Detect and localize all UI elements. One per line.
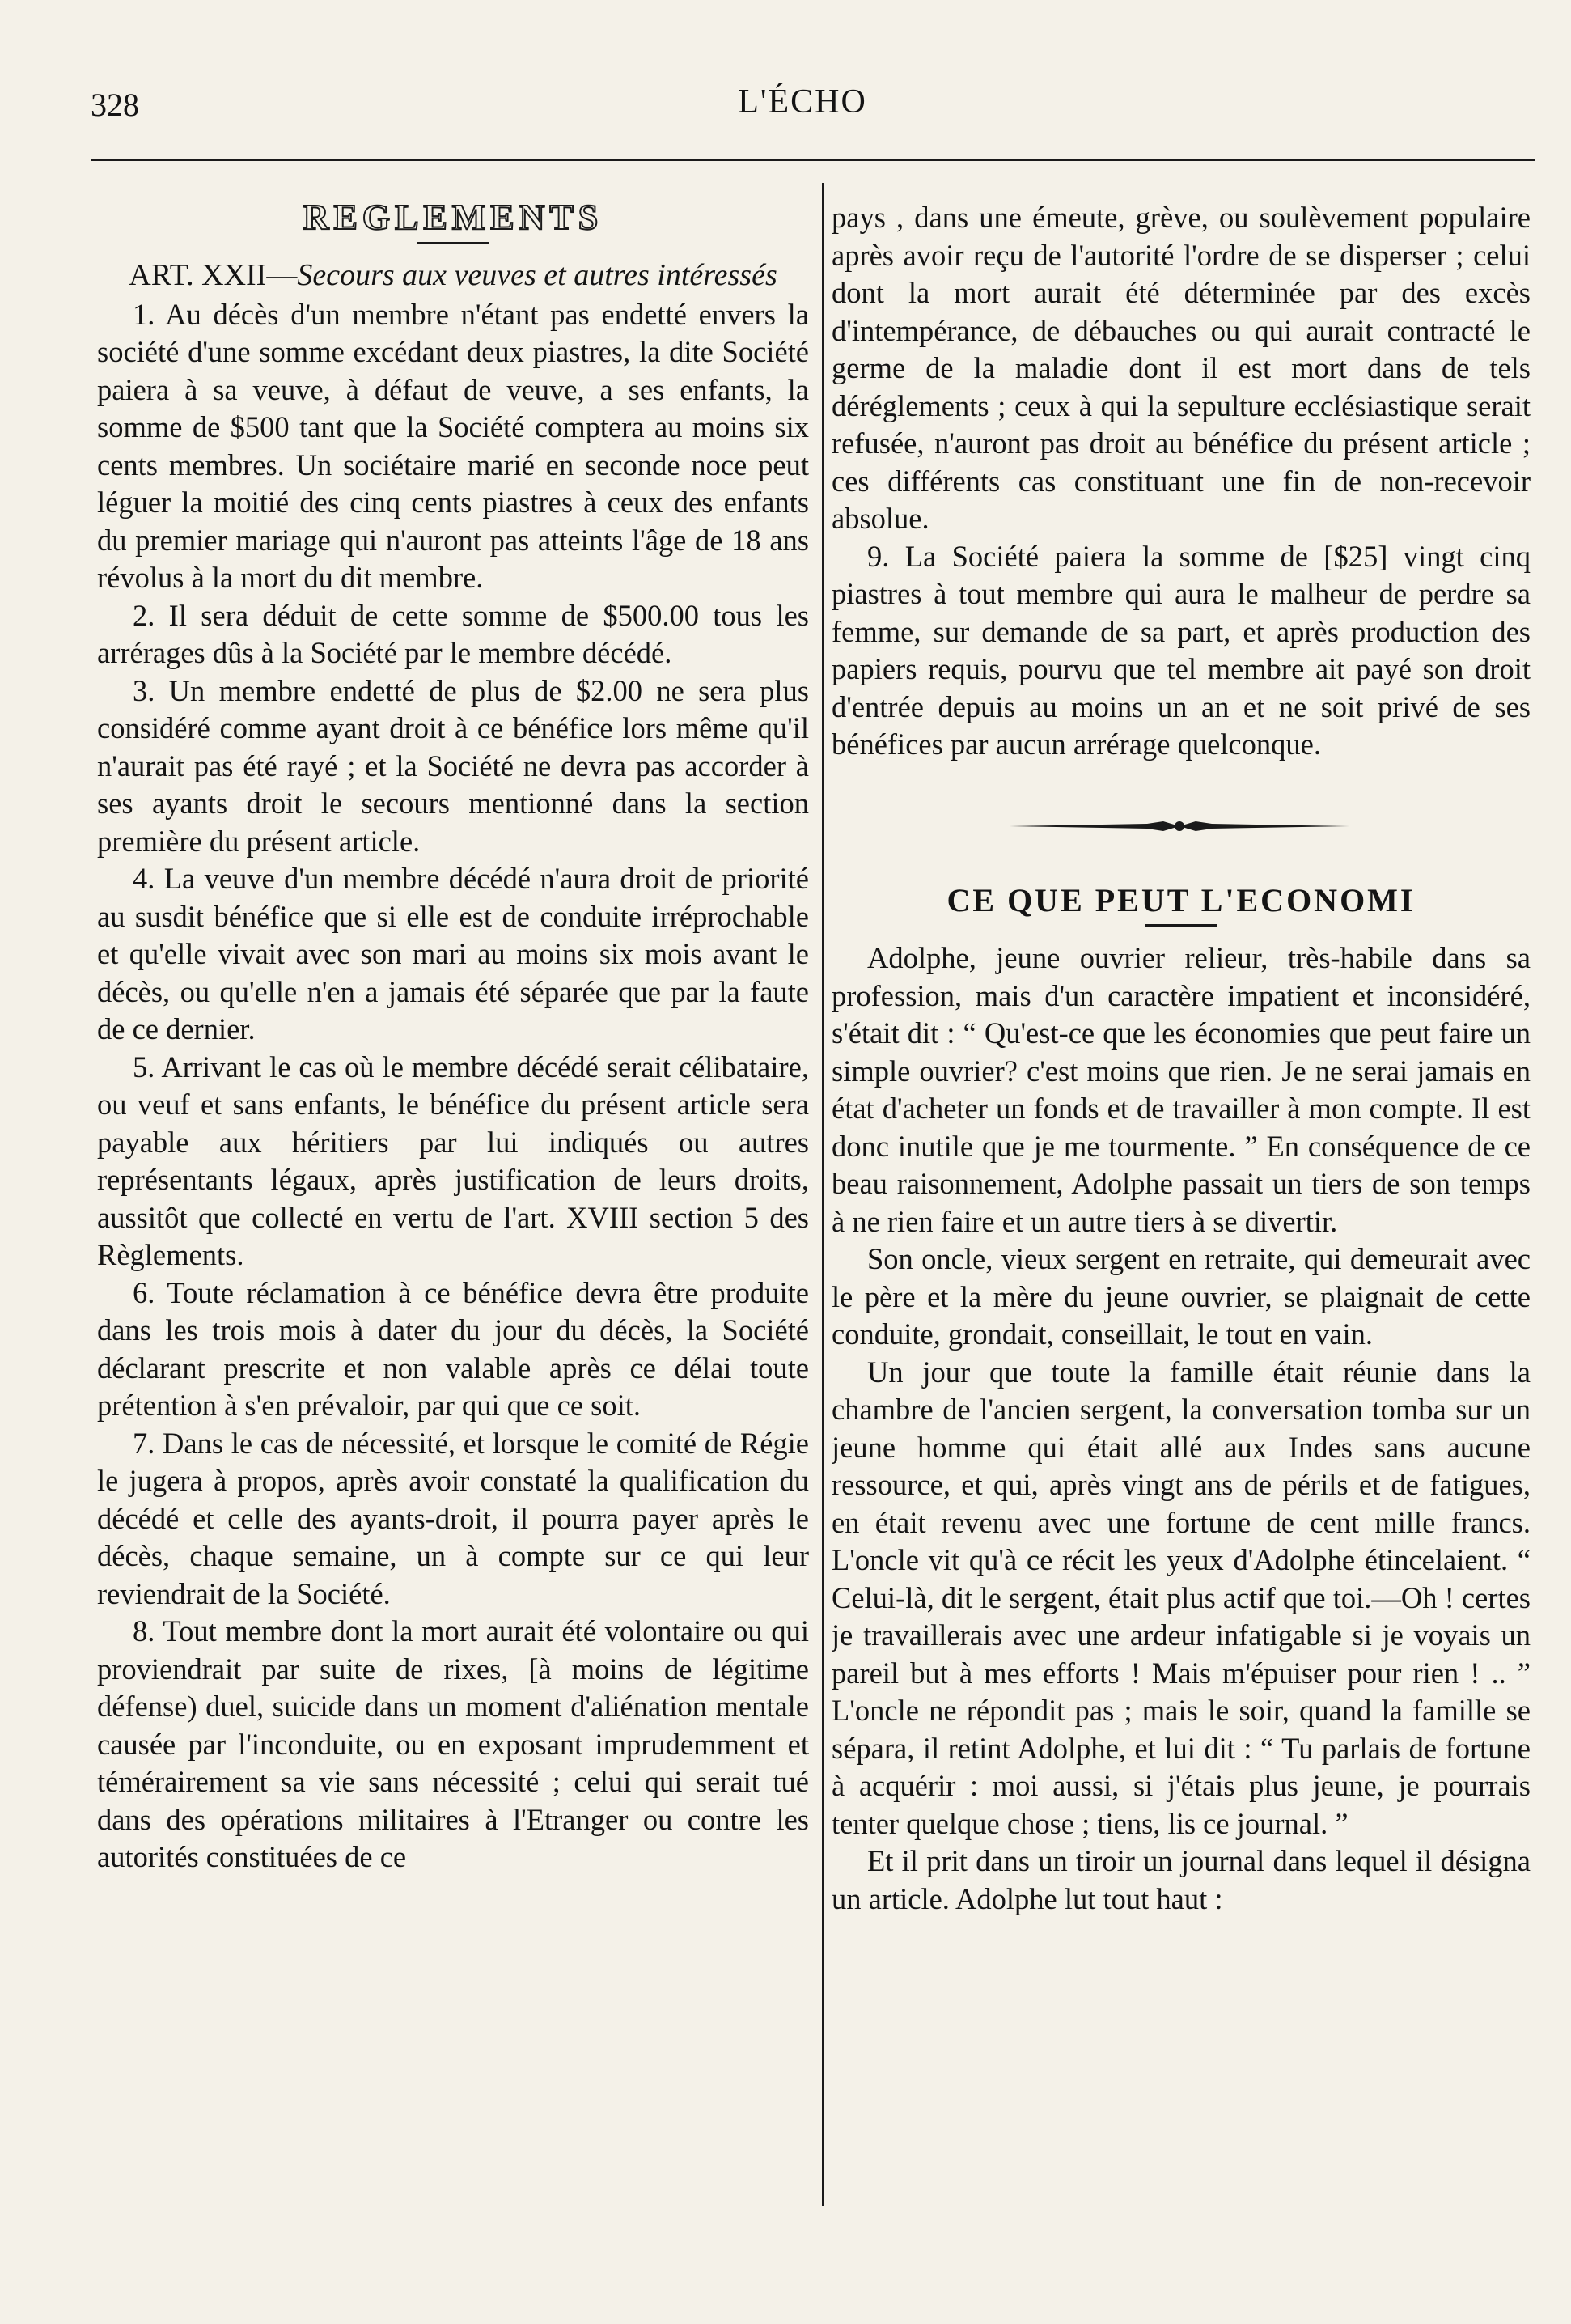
left-column	[97, 199, 809, 2206]
ornament-divider	[832, 764, 1531, 877]
story-paragraph-4: Et il prit dans un tiroir un journal dans lequel il désigna un article. Adolphe lut tout haut :	[832, 1844, 1531, 1915]
paragraph-2: 2. Il sera déduit de cette somme de $500.00 tous les arrérages dûs à la Société par le membre décédé.	[97, 598, 809, 669]
paragraph-8: 8. Tout membre dont la mort aurait été volontaire ou qui proviendrait par suite de rixes, [à moins de légitime défense) duel, suicide dans un moment d'aliénation mentale causée par l'inconduite, ou en exposant imprudemment et témérairement sa vie sans nécessité ; celui qui serait tué dans des opérations militaires à l'Etranger ou contre les autorités constituées de ce	[97, 1614, 809, 1873]
story-paragraph-3: Un jour que toute la famille était réunie dans la chambre de l'ancien sergent, la conversation tomba sur un jeune homme qui était allé aux Indes sans aucune ressource, et qui, après vingt ans de périls et de fatigues, en était revenu avec une fortune de cent mille francs. L'oncle vit qu'à ce récit les yeux d'Adolphe étincelaient. “ Celui-là, dit le sergent, était plus actif que toi.—Oh ! certes je travaillerais avec une ardeur infatigable si je voyais un pareil but à mes efforts ! Mais m'épuiser pour rien ! .. ” L'oncle ne répondit pas ; mais le soir, quand la famille se sépara, il retint Adolphe, et lui dit : “ Tu parlais de fortune à acquérir : moi aussi, si j'étais plus jeune, je pourrais tenter quelque chose ; tiens, lis ce journal. ”	[832, 1355, 1531, 1840]
page-number: 328	[91, 87, 139, 123]
column-divider	[822, 183, 824, 2206]
paragraph-6: 6. Toute réclamation à ce bénéfice devra être produite dans les trois mois à dater du jour du décès, la Société déclarant prescrite et non valable après ce délai toute prétention à s'en prévaloir, par qui que ce soit.	[97, 1275, 809, 1422]
paragraph-1: 1. Au décès d'un membre n'étant pas endetté envers la société d'une somme excédant deux piastres, la dite Société paiera à sa veuve, à défaut de veuve, a ses enfants, la somme de $500 tant que la Société comptera au moins six cents membres. Un sociétaire marié en seconde noce peut léguer la moitié des cinq cents piastres à ceux des enfants du premier mariage qui n'auront pas atteints l'âge de 18 ans révolus à la mort du dit membre.	[97, 297, 809, 594]
header-rule	[91, 159, 1535, 161]
paragraph-9: 9. La Société paiera la somme de [$25] vingt cinq piastres à tout membre qui aura le malheur de perdre sa femme, sur demande de sa part, et après production des papiers requis, pourvu que tel membre ait payé son droit d'entrée depuis au moins un an et ne soit privé de ses bénéfices par aucun arrérage quelconque.	[832, 539, 1531, 761]
paragraph-5: 5. Arrivant le cas où le membre décédé serait célibataire, ou veuf et sans enfants, le bénéfice du présent article sera payable aux héritiers par lui indiqués ou autres représentants légaux, après justification de leurs droits, aussitôt que collecté en vertu de l'art. XVIII section 5 des Règlements.	[97, 1050, 809, 1271]
section-title-economie: CE QUE PEUT L'ECONOMI	[946, 881, 1416, 918]
article-number: ART. XXII—	[129, 257, 298, 292]
running-title: L'ÉCHO	[738, 83, 867, 121]
ornament-rule-icon	[1010, 819, 1349, 833]
paragraph-3: 3. Un membre endetté de plus de $2.00 ne sera plus considéré comme ayant droit à ce bénéfice lors même qu'il n'aurait pas été rayé ; et la Société ne devra pas accorder à ses ayants droit le secours mentionné dans la section première du présent article.	[97, 673, 809, 858]
article-title: Secours aux veuves et autres intéressés	[297, 257, 777, 292]
paragraph-4: 4. La veuve d'un membre décédé n'aura droit de priorité au susdit bénéfice que si elle est de conduite irréprochable et qu'elle vivait avec son mari au moins six mois avant le décès, ou qu'elle n'en a jamais été séparée que par la faute de ce dernier.	[97, 862, 809, 1045]
paragraph-8-continued: pays , dans une émeute, grève, ou soulèvement populaire après avoir reçu de l'autorité l'ordre de se disperser ; celui dont la mort aurait été déterminée par des excès d'intempérance, de débauches ou qui aurait contracté le germe de la maladie dont il est mort dans de tels déréglements ; ceux à qui la sepulture ecclésiastique serait refusée, n'auront pas droit au bénéfice du présent article ; ces différents cas constituant une fin de non-recevoir absolue.	[832, 201, 1531, 535]
page-header	[91, 83, 1514, 131]
right-column	[832, 199, 1531, 2206]
story-paragraph-1: Adolphe, jeune ouvrier relieur, très-habile dans sa profession, mais d'un caractère impatient et inconsidéré, s'était dit : “ Qu'est-ce que les économies que peut faire un simple ouvrier? c'est moins que rien. Je ne serai jamais en état d'acheter un fonds et de travailler à mon compte. Il est donc inutile que je me tourmente. ” En conséquence de ce beau raisonnement, Adolphe passait un tiers de son temps à ne rien faire et un autre tiers à se divertir.	[832, 941, 1531, 1238]
short-rule	[417, 242, 489, 244]
paragraph-7: 7. Dans le cas de nécessité, et lorsque le comité de Régie le jugera à propos, après avoir constaté la qualification du décédé et celle des ayants-droit, il pourra payer après le décès, chaque semaine, un à compte sur ce qui leur reviendrait de la Société.	[97, 1426, 809, 1610]
section-title-reglements: REGLEMENTS	[303, 199, 603, 237]
story-paragraph-2: Son oncle, vieux sergent en retraite, qui demeurait avec le père et la mère du jeune ouvrier, se plaignait de cette conduite, grondait, conseillait, le tout en vain.	[832, 1242, 1531, 1351]
short-rule-2	[1145, 924, 1217, 927]
article-heading	[97, 257, 809, 293]
